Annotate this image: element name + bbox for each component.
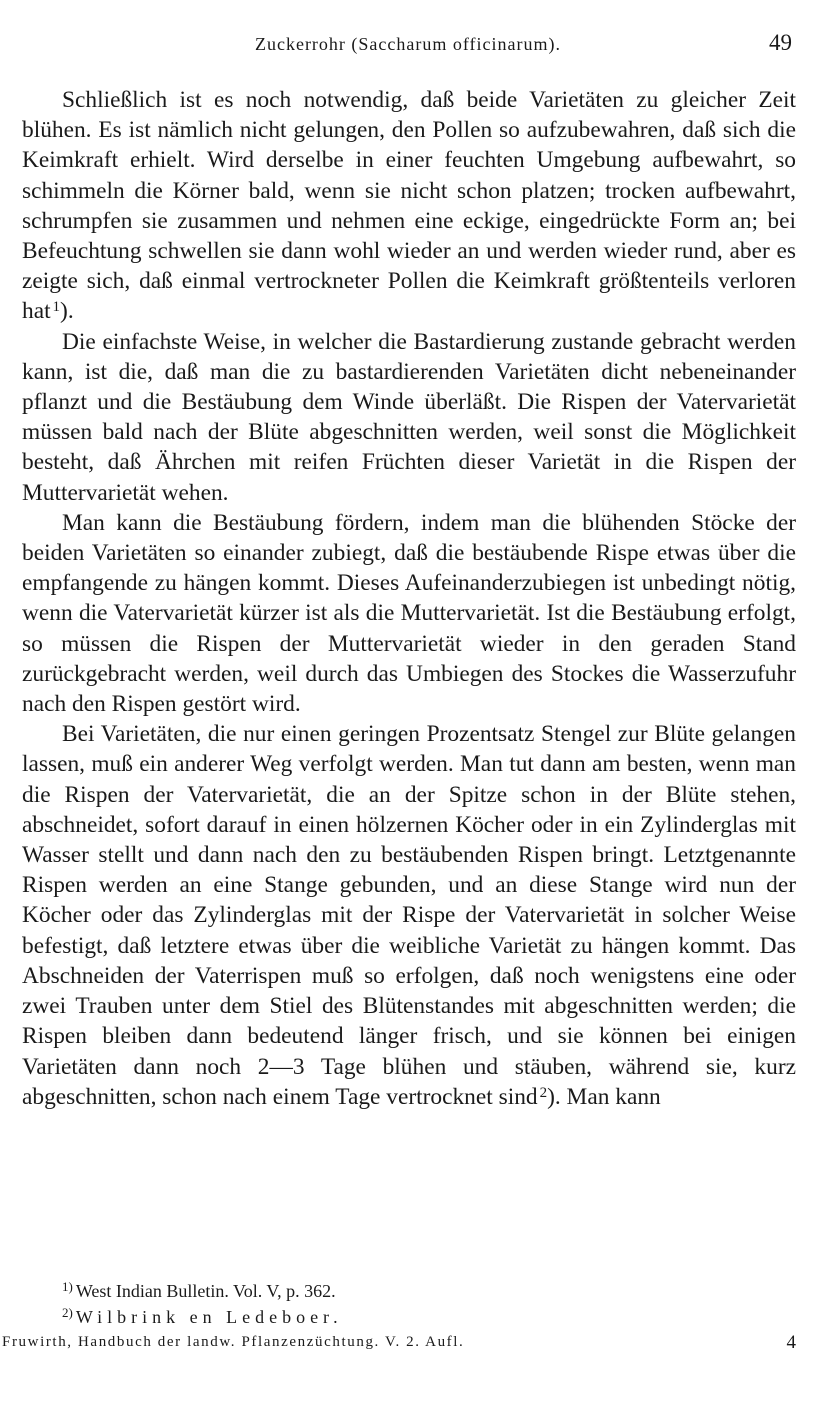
running-title: Zuckerrohr (Saccharum officinarum).	[254, 34, 562, 54]
footnote-text: West Indian Bulletin. Vol. V, p. 362.	[75, 1281, 336, 1301]
footnote	[62, 1304, 802, 1330]
signature-text: Fruwirth, Handbuch der landw. Pflanzenzüchtung. V. 2. Aufl.	[2, 1334, 465, 1350]
paragraph-tail: ).	[60, 298, 74, 325]
paragraph-text: Schließlich ist es noch notwendig, daß beide Varietäten zu gleicher Zeit blühen. Es ist nämlich nicht gelungen, den Pollen so aufzubewahren, daß sich die Keimkraft erhielt. Wird derselbe in einer feuchten Umgebung aufbewahrt, so schimmeln die Körner bald, wenn sie nicht schon platzen; trocken aufbewahrt, schrumpfen sie zusammen und nehmen eine eckige, eingedrückte Form an; bei Befeuchtung schwellen sie dann wohl wieder an und werden wieder rund, aber es zeigte sich, daß einmal vertrockneter Pollen die Keimkraft größtenteils verloren hat	[22, 87, 796, 325]
footnote-mark: 1)	[62, 1279, 73, 1294]
paragraph	[22, 327, 796, 508]
footnote-text: Wilbrink en Ledeboer.	[75, 1307, 343, 1327]
footnote-mark: 2)	[62, 1305, 73, 1320]
paragraph	[22, 719, 796, 1112]
body-text	[22, 85, 796, 1112]
page-header	[22, 30, 794, 64]
footnote	[62, 1278, 802, 1304]
footnote-reference: 2	[539, 1084, 548, 1101]
paragraph-tail: ). Man kann	[547, 1083, 661, 1110]
footnotes	[62, 1278, 802, 1330]
footnote-reference: 1	[52, 299, 61, 316]
paragraph	[22, 85, 796, 327]
sheet-number: 4	[786, 1332, 796, 1353]
paragraph-text: Bei Varietäten, die nur einen geringen Prozentsatz Stengel zur Blüte gelangen lassen, muß ein anderer Weg verfolgt werden. Man tut dann am besten, wenn man die Rispen der Vatervarietät, die an der Spitze schon in der Blüte stehen, abschneidet, sofort darauf in einen hölzernen Köcher oder in ein Zylinderglas mit Wasser stellt und dann nach den zu bestäubenden Rispen bringt. Letztgenannte Rispen werden an eine Stange gebunden, und an diese Stange wird nun der Köcher oder das Zylinderglas mit der Rispe der Vatervarietät in solcher Weise befestigt, daß letztere etwas über die weibliche Varietät zu hängen kommt. Das Abschneiden der Vaterrispen muß so erfolgen, daß noch wenigstens eine oder zwei Trauben unter dem Stiel des Blütenstandes mit abgeschnitten werden; die Rispen bleiben dann bedeutend länger frisch, und sie können bei einigen Varietäten dann noch 2—3 Tage blühen und stäuben, während sie, kurz abgeschnitten, schon nach einem Tage vertrocknet sind	[22, 721, 796, 1110]
paragraph-text: Die einfachste Weise, in welcher die Bastardierung zustande gebracht werden kann, ist die, daß man die zu bastardierenden Varietäten dicht nebeneinander pflanzt und die Bestäubung dem Winde überläßt. Die Rispen der Vatervarietät müssen bald nach der Blüte abgeschnitten werden, weil sonst die Möglichkeit besteht, daß Ährchen mit reifen Früchten dieser Varietät in die Rispen der Muttervarietät wehen.	[22, 328, 796, 506]
page-number: 49	[769, 30, 792, 55]
printer-signature	[0, 1334, 800, 1360]
paragraph	[22, 508, 796, 719]
paragraph-text: Man kann die Bestäubung fördern, indem man die blühenden Stöcke der beiden Varietäten so einander zubiegt, daß die bestäubende Rispe etwas über die empfangende zu hängen kommt. Dieses Aufeinanderzubiegen ist unbedingt nötig, wenn die Vatervarietät kürzer ist als die Muttervarietät. Ist die Bestäubung erfolgt, so müssen die Rispen der Muttervarietät wieder in den geraden Stand zurückgebracht werden, weil durch das Umbiegen des Stockes die Wasserzufuhr nach den Rispen gestört wird.	[22, 509, 796, 718]
